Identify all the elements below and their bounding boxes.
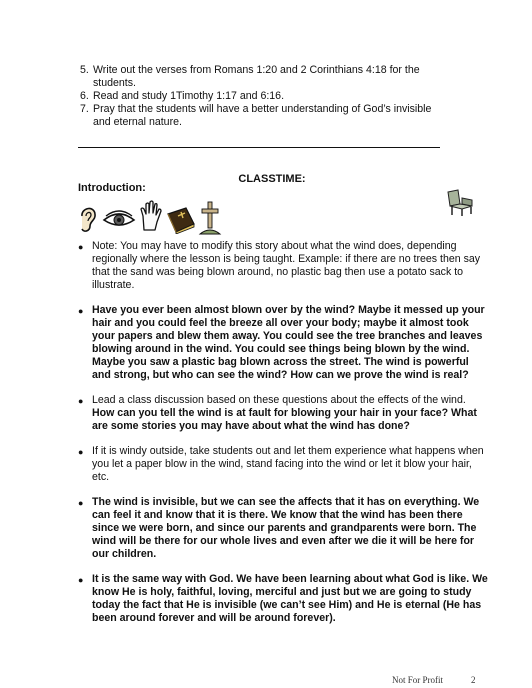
bullet-item: ● Note: You may have to modify this story about what the wind does, depending regionally where the lesson is being taught. Example: if there are no trees then say that the sand was being blown around, no plastic bag then use a potato sack to illustrate. bbox=[78, 240, 481, 291]
numbered-list bbox=[80, 64, 440, 129]
bullet-dot: ● bbox=[78, 396, 84, 406]
activity-icons bbox=[78, 200, 228, 240]
page-footer bbox=[392, 674, 476, 687]
bullet-item: ● If it is windy outside, take students out and let them experience what happens when you let a paper blow in the wind, stand facing into the wind or let it blow your hair, etc. bbox=[78, 445, 484, 483]
page-number: 2 bbox=[471, 675, 476, 685]
bullet-item: ● The wind is invisible, but we can see the affects that it has on everything. We can feel it and know that it is there. We know that the wind has been there since we were born, and since our parents and grandparents were born. The wind will be there for our whole lives and even after we die it will be here for our children. bbox=[78, 496, 480, 560]
bullet-item: ● Have you ever been almost blown over by the wind? Maybe it messed up your hair and you could feel the breeze all over your body; maybe it almost took your papers and blew them away. You could see the tree branches and leaves blowing around in the wind. You could see things being blown by the wind. Maybe you saw a plastic bag blown across the street. The wind is powerful and strong, but who can see the wind? How can we prove the wind is real? bbox=[78, 304, 485, 381]
section-divider bbox=[78, 147, 440, 148]
eye-icon bbox=[102, 210, 136, 230]
bible-icon bbox=[166, 206, 196, 234]
cross-icon bbox=[198, 200, 222, 236]
hand-icon bbox=[138, 200, 164, 232]
bullet-item: ● It is the same way with God. We have been learning about what God is like. We know He is holy, faithful, loving, merciful and just but we are going to study today the fact that He is invisible (we can’t see Him) and He is eternal (He has been around forever and will be around forever). bbox=[78, 573, 488, 624]
introduction-label: Introduction: bbox=[78, 182, 146, 194]
lesson-bullets bbox=[78, 240, 488, 637]
bullet-dot: ● bbox=[78, 306, 84, 316]
bullet-dot: ● bbox=[78, 242, 84, 252]
bullet-item: ● Lead a class discussion based on these questions about the effects of the wind. How can you tell the wind is at fault for blowing your hair in your face? What are some stories you may have about what the wind has done? bbox=[78, 394, 477, 432]
bullet-dot: ● bbox=[78, 498, 84, 508]
list-item: 6. Read and study 1Timothy 1:17 and 6:16. bbox=[80, 90, 285, 102]
list-item: 5. Write out the verses from Romans 1:20 and 2 Corinthians 4:18 for the students. bbox=[80, 64, 420, 89]
list-item: 7. Pray that the students will have a better understanding of God’s invisible and eternal nature. bbox=[80, 103, 432, 128]
bullet-dot: ● bbox=[78, 575, 84, 585]
footer-text: Not For Profit bbox=[392, 675, 444, 685]
bullet-dot: ● bbox=[78, 447, 84, 457]
chair-icon bbox=[444, 188, 476, 218]
ear-icon bbox=[78, 204, 98, 234]
section-title: CLASSTIME: bbox=[238, 173, 306, 185]
